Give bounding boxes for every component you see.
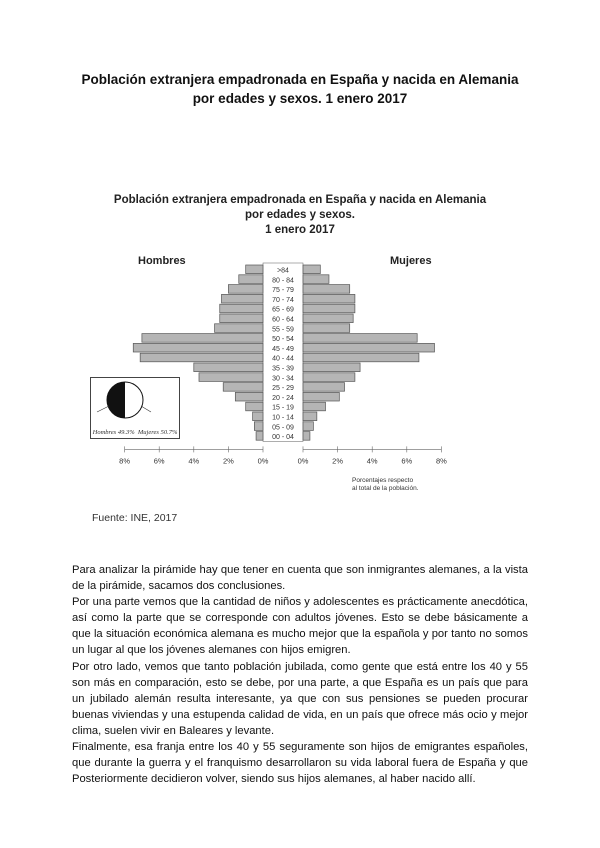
age-label-11: 30 - 34 <box>272 375 294 383</box>
pie-leader-men <box>97 406 109 412</box>
axis-note <box>352 477 452 493</box>
body-text <box>72 562 528 787</box>
bar-women-5 <box>303 314 353 323</box>
bar-women-8 <box>303 343 434 352</box>
bar-women-14 <box>303 402 325 411</box>
pie-label-women: Mujeres 50.7% <box>137 429 178 436</box>
sex-ratio-pie <box>91 378 179 424</box>
bar-men-11 <box>199 373 263 382</box>
bar-men-2 <box>228 285 263 294</box>
men-label: Hombres <box>138 255 186 267</box>
bar-women-10 <box>303 363 360 372</box>
age-label-8: 45 - 49 <box>272 345 294 353</box>
bar-women-7 <box>303 334 417 343</box>
pie-leader-women <box>141 406 151 412</box>
population-pyramid-chart <box>80 185 520 485</box>
document-title-line1: Población extranjera empadronada en España y nacida en Alemania <box>81 72 519 87</box>
age-label-6: 55 - 59 <box>272 326 294 334</box>
age-label-4: 65 - 69 <box>272 306 294 314</box>
age-label-14: 15 - 19 <box>272 404 294 412</box>
paragraph-3: Por otro lado, vemos que tanto población jubilada, como gente que está entre los 40 y 55 son más en comparación, esto se debe, por una parte, a que España es un país que para un jubilado alemán resulta interesante, ya que con sus pensiones se pueden procurar buenas viviendas y una estupenda calidad de vida, en un país que ofrece más ocio y mejor clima, suelen vivir en Baleares y levante. <box>72 660 528 737</box>
bar-men-17 <box>256 432 263 441</box>
x-tick-label-women-0: 0% <box>297 456 309 466</box>
bar-men-8 <box>133 343 263 352</box>
age-label-2: 75 - 79 <box>272 287 294 295</box>
age-label-12: 25 - 29 <box>272 385 294 393</box>
x-tick-label-men-0: 8% <box>119 456 131 466</box>
age-label-10: 35 - 39 <box>272 365 294 373</box>
x-tick-label-men-2: 4% <box>188 456 200 466</box>
paragraph-2: Por una parte vemos que la cantidad de niños y adolescentes es prácticamente anecdótica, así como la parte que se corresponde con adultos jóvenes. Esto se debe básicamente a que la situación económica alemana es mucho mejor que la española y por tanto no somos un lugar al que los jóvenes alemanes con hijos emigren. <box>72 596 528 657</box>
age-label-15: 10 - 14 <box>272 414 294 422</box>
bar-men-0 <box>246 265 263 274</box>
figure-title-line1: Población extranjera empadronada en España y nacida en Alemania <box>113 194 487 206</box>
bar-women-6 <box>303 324 350 333</box>
x-tick-label-women-4: 8% <box>435 456 447 466</box>
axis-note-line1: Porcentajes respecto <box>352 477 414 484</box>
population-pyramid-figure <box>80 185 520 535</box>
age-label-16: 05 - 09 <box>272 424 294 432</box>
bar-women-11 <box>303 373 355 382</box>
figure-title-line2: por edades y sexos. <box>245 209 355 221</box>
bar-women-16 <box>303 422 313 431</box>
figure-title-line3: 1 enero 2017 <box>265 224 335 236</box>
bar-men-4 <box>220 304 263 313</box>
age-label-7: 50 - 54 <box>272 336 294 344</box>
bar-men-16 <box>254 422 263 431</box>
document-title-line2: por edades y sexos. 1 enero 2017 <box>192 91 408 106</box>
bar-men-6 <box>215 324 263 333</box>
x-tick-label-women-3: 6% <box>401 456 413 466</box>
x-tick-label-men-1: 6% <box>153 456 165 466</box>
bar-men-7 <box>142 334 263 343</box>
age-label-5: 60 - 64 <box>272 316 294 324</box>
bar-men-9 <box>140 353 263 362</box>
bar-men-13 <box>235 392 263 401</box>
x-tick-label-men-3: 2% <box>222 456 234 466</box>
bar-men-3 <box>221 294 263 303</box>
figure-source: Fuente: INE, 2017 <box>92 512 178 524</box>
pie-slice-men <box>107 382 125 418</box>
age-label-3: 70 - 74 <box>272 296 294 304</box>
x-tick-label-women-2: 4% <box>366 456 378 466</box>
bar-women-3 <box>303 294 355 303</box>
women-label: Mujeres <box>390 255 432 267</box>
bar-men-12 <box>223 383 263 392</box>
bar-women-4 <box>303 304 355 313</box>
document-title <box>40 70 560 108</box>
bar-women-17 <box>303 432 310 441</box>
age-label-9: 40 - 44 <box>272 355 294 363</box>
age-label-1: 80 - 84 <box>272 277 294 285</box>
x-tick-label-men-4: 0% <box>257 456 269 466</box>
bar-women-12 <box>303 383 345 392</box>
axis-note-line2: al total de la población. <box>352 485 419 492</box>
bar-men-1 <box>239 275 263 284</box>
bar-women-0 <box>303 265 320 274</box>
x-tick-label-women-1: 2% <box>332 456 344 466</box>
paragraph-4: Finalmente, esa franja entre los 40 y 55 seguramente son hijos de emigrantes españoles, que durante la guerra y el franquismo desarrollaron su vida laboral fuera de España y que Posteriormente decidieron volver, siendo sus hijos alemanes, al haber nacido allí. <box>72 741 528 786</box>
bar-men-10 <box>194 363 263 372</box>
bar-women-15 <box>303 412 317 421</box>
age-label-13: 20 - 24 <box>272 394 294 402</box>
bar-men-15 <box>253 412 263 421</box>
bar-women-13 <box>303 392 339 401</box>
bar-men-14 <box>246 402 263 411</box>
bar-men-5 <box>220 314 263 323</box>
bar-women-9 <box>303 353 419 362</box>
age-label-17: 00 - 04 <box>272 434 294 442</box>
paragraph-1: Para analizar la pirámide hay que tener en cuenta que son inmigrantes alemanes, a la vista de la pirámide, sacamos dos conclusiones. <box>72 564 528 593</box>
sex-ratio-pie-box <box>90 377 180 439</box>
pie-caption <box>91 429 179 436</box>
bar-women-2 <box>303 285 350 294</box>
bar-women-1 <box>303 275 329 284</box>
pie-label-men: Hombres 49.3% <box>92 429 135 436</box>
age-label-0: >84 <box>277 267 289 275</box>
